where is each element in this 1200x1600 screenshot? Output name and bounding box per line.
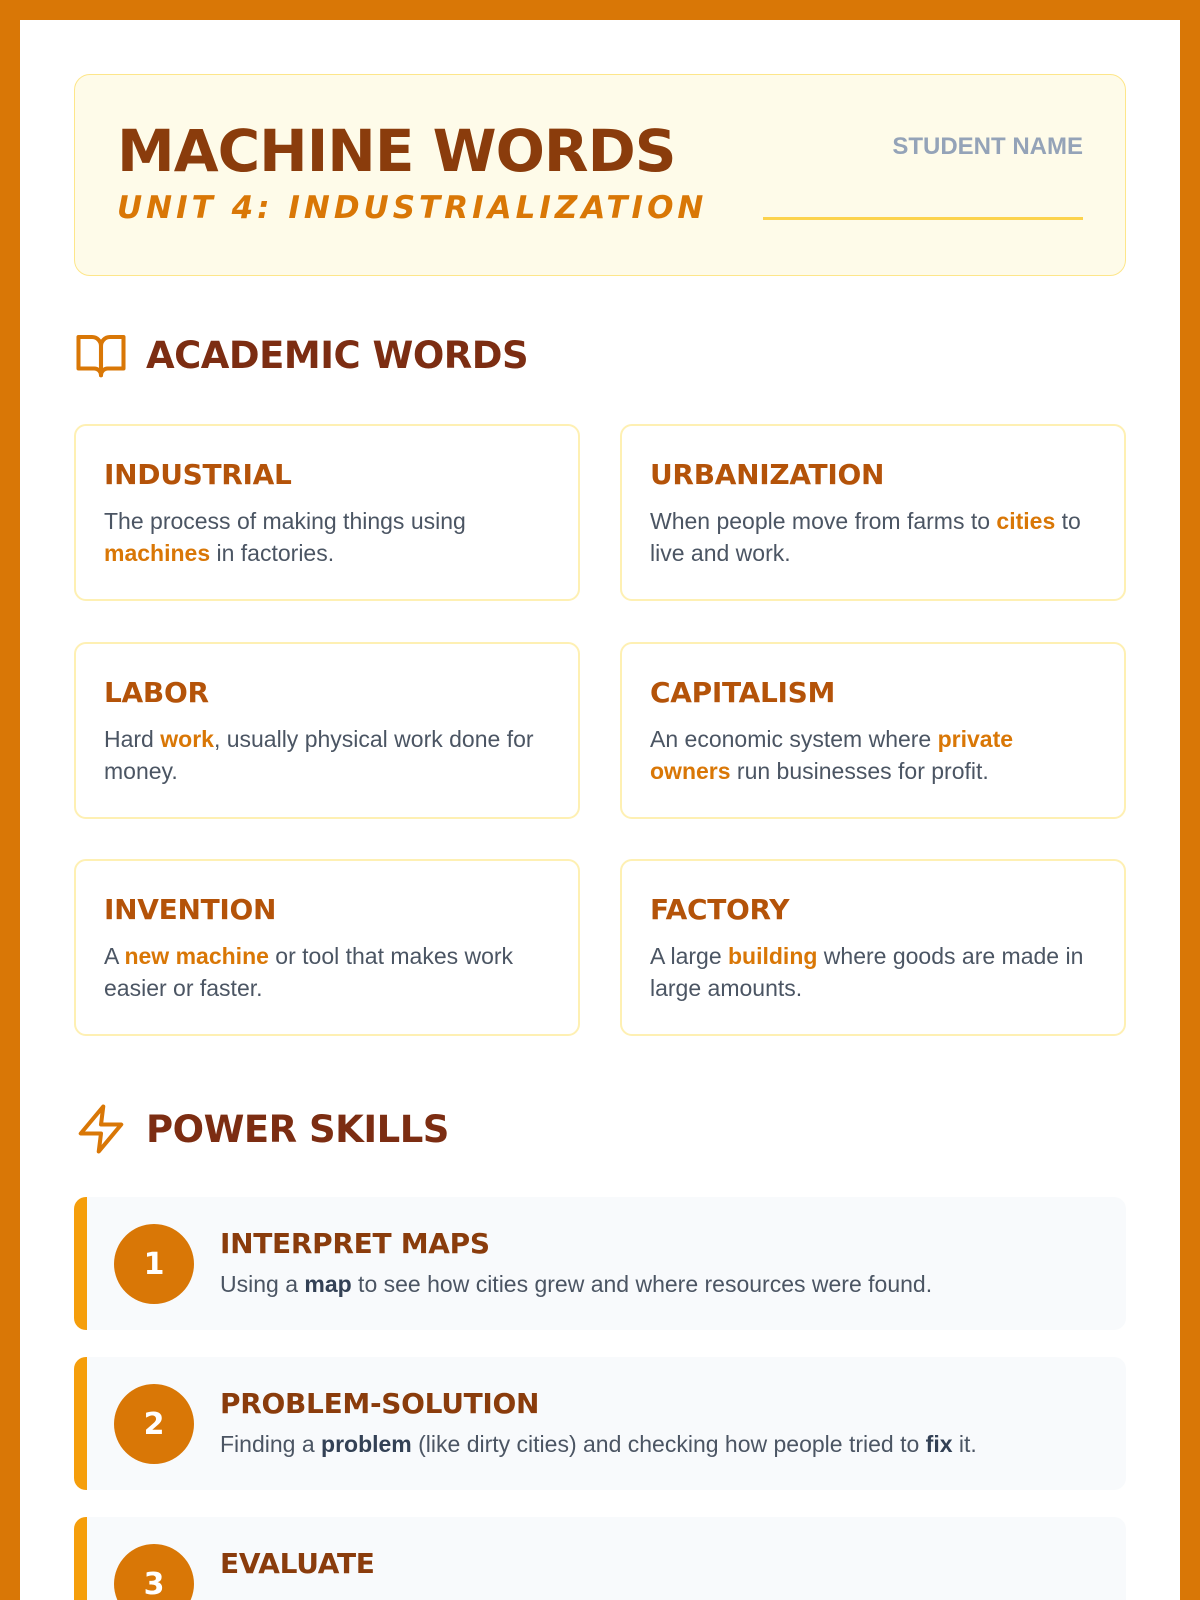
skill-number-badge: 3 (114, 1544, 194, 1600)
section-title: ACADEMIC WORDS (146, 333, 529, 377)
lightning-icon (74, 1102, 128, 1156)
vocab-definition: The process of making things using machines in factories. (104, 508, 466, 566)
vocab-term: CAPITALISM (650, 676, 836, 709)
skill-title: INTERPRET MAPS (220, 1227, 490, 1260)
section-title: POWER SKILLS (146, 1107, 449, 1151)
skill-item-evaluate (74, 1517, 1126, 1600)
vocab-term: LABOR (104, 676, 209, 709)
skill-accent-bar (74, 1197, 87, 1330)
skill-item-interpret-maps (74, 1197, 1126, 1330)
vocab-card-industrial (74, 424, 580, 601)
vocab-term: FACTORY (650, 893, 790, 926)
vocab-definition: A large building where goods are made in large amounts. (650, 943, 1084, 1001)
skill-description: Finding a problem (like dirty cities) and checking how people tried to fix it. (220, 1431, 977, 1457)
vocab-card-capitalism (620, 642, 1126, 819)
skill-title: PROBLEM-SOLUTION (220, 1387, 540, 1420)
skill-title: EVALUATE (220, 1547, 375, 1580)
skill-accent-bar (74, 1517, 87, 1600)
power-skills-heading (74, 1102, 449, 1156)
student-name-label: STUDENT NAME (892, 133, 1083, 160)
academic-words-heading (74, 328, 528, 382)
vocab-term: URBANIZATION (650, 458, 885, 491)
skill-item-problem-solution (74, 1357, 1126, 1490)
vocab-term: INVENTION (104, 893, 277, 926)
skill-number-badge: 1 (114, 1224, 194, 1304)
vocab-definition: When people move from farms to cities to live and work. (650, 508, 1081, 566)
vocab-definition: An economic system where private owners run businesses for profit. (650, 726, 1014, 784)
skill-accent-bar (74, 1357, 87, 1490)
vocab-card-urbanization (620, 424, 1126, 601)
vocab-term: INDUSTRIAL (104, 458, 292, 491)
vocab-definition: A new machine or tool that makes work easier or faster. (104, 943, 514, 1001)
vocab-card-factory (620, 859, 1126, 1036)
worksheet-page (20, 20, 1180, 1600)
vocab-card-invention (74, 859, 580, 1036)
page-title: MACHINE WORDS (117, 117, 676, 185)
vocab-card-labor (74, 642, 580, 819)
book-icon (74, 328, 128, 382)
vocab-definition: Hard work, usually physical work done for money. (104, 726, 534, 784)
student-name-line[interactable] (763, 217, 1083, 220)
page-subtitle: UNIT 4: INDUSTRIALIZATION (117, 190, 708, 226)
skill-description: Using a map to see how cities grew and where resources were found. (220, 1271, 933, 1297)
skill-number-badge: 2 (114, 1384, 194, 1464)
header-panel (74, 74, 1126, 276)
